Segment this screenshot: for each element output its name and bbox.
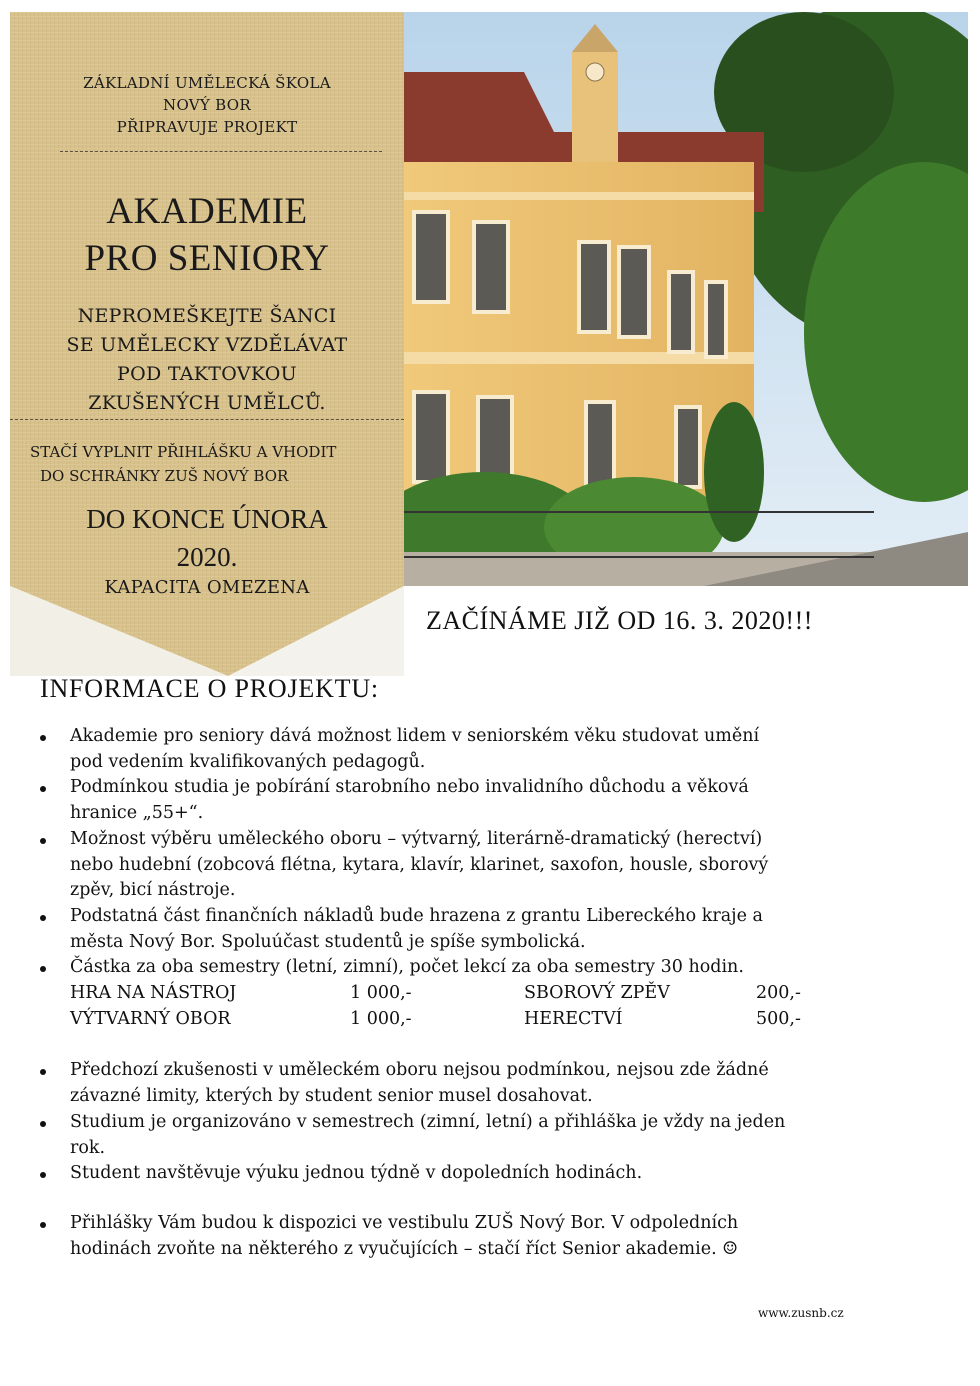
- school-heading: [10, 72, 404, 138]
- list-item: [38, 904, 858, 955]
- list-item-line: Předchozí zkušenosti v uměleckém oboru nejsou podmínkou, nejsou zde žádné: [70, 1060, 769, 1081]
- price-value: 500,-: [756, 1008, 801, 1029]
- divider-top: [60, 151, 382, 152]
- list-item-line: Podstatná část finančních nákladů bude hrazena z grantu Libereckého kraje a: [70, 905, 763, 926]
- bullet-icon: [40, 1222, 46, 1228]
- list-item-line: města Nový Bor. Spoluúčast studentů je spíše symbolická.: [70, 931, 586, 952]
- bullet-icon: [40, 786, 46, 792]
- list-item-line: Akademie pro seniory dává možnost lidem v seniorském věku studovat umění: [70, 726, 760, 746]
- list-item: [38, 1161, 858, 1187]
- capacity-note: KAPACITA OMEZENA: [104, 577, 310, 598]
- list-item-line: zpěv, bicí nástroje.: [70, 880, 236, 901]
- list-item: [38, 1110, 858, 1161]
- slogan-line-1: NEPROMEŠKEJTE ŠANCI: [77, 305, 337, 327]
- list-item-line: rok.: [70, 1137, 106, 1158]
- list-item: [38, 827, 858, 904]
- slogan-line-3: POD TAKTOVKOU: [117, 363, 297, 385]
- list-item-line: Možnost výběru uměleckého oboru – výtvarný, literárně-dramatický (herectví): [70, 828, 763, 849]
- list-item-line: Student navštěvuje výuku jednou týdně v dopoledních hodinách.: [70, 1163, 643, 1184]
- bullet-icon: [40, 915, 46, 921]
- start-date-announcement: ZAČÍNÁME JIŽ OD 16. 3. 2020!!!: [426, 606, 813, 635]
- bullet-icon: [40, 838, 46, 844]
- school-building-photo: [404, 12, 968, 586]
- bullet-icon: [40, 1069, 46, 1075]
- divider-middle: [10, 419, 404, 420]
- slogan-line-2: SE UMĚLECKY VZDĚLÁVAT: [66, 334, 348, 356]
- apply-line-1: STAČÍ VYPLNIT PŘIHLÁŠKU A VHODIT: [30, 443, 337, 461]
- list-item-line: hranice „55+“.: [70, 803, 204, 824]
- banner: [10, 12, 404, 680]
- deadline-line-1: DO KONCE ÚNORA: [86, 504, 328, 534]
- school-line-3: PŘIPRAVUJE PROJEKT: [116, 118, 298, 136]
- info-heading: INFORMACE O PROJEKTU:: [40, 674, 379, 703]
- list-item-line: Přihlášky Vám budou k dispozici ve vestibulu ZUŠ Nový Bor. V odpoledních: [70, 1212, 739, 1233]
- list-item: [38, 1058, 858, 1109]
- title-line-2: PRO SENIORY: [84, 238, 330, 279]
- project-title: [10, 188, 404, 282]
- bullet-icon: [40, 1121, 46, 1127]
- slogan-line-4: ZKUŠENÝCH UMĚLCŮ.: [88, 392, 326, 414]
- deadline: [10, 500, 404, 576]
- apply-line-2: DO SCHRÁNKY ZUŠ NOVÝ BOR: [40, 467, 289, 485]
- bullet-icon: [40, 735, 46, 741]
- list-item-line: nebo hudební (zobcová flétna, kytara, klavír, klarinet, saxofon, housle, sborový: [70, 854, 769, 875]
- list-item-line: Studium je organizováno v semestrech (zimní, letní) a přihláška je vždy na jeden: [70, 1111, 786, 1132]
- list-item-line: Částka za oba semestry (letní, zimní), počet lekcí za oba semestry 30 hodin.: [70, 957, 744, 978]
- list-item-line: Podmínkou studia je pobírání starobního nebo invalidního důchodu a věková: [70, 777, 749, 798]
- slogan: [10, 302, 404, 418]
- price-label: VÝTVARNÝ OBOR: [70, 1008, 231, 1029]
- price-label: HERECTVÍ: [524, 1008, 623, 1029]
- list-item-line: hodinách zvoňte na některého z vyučujících – stačí říct Senior akademie. ☺: [70, 1238, 738, 1259]
- deadline-line-2: 2020.: [176, 542, 238, 572]
- title-line-1: AKADEMIE: [106, 191, 308, 232]
- apply-instructions: [10, 440, 404, 488]
- website-url[interactable]: www.zusnb.cz: [758, 1306, 844, 1320]
- list-item: [38, 775, 858, 826]
- bullet-icon: [40, 966, 46, 972]
- school-line-1: ZÁKLADNÍ UMĚLECKÁ ŠKOLA: [83, 74, 331, 92]
- bullet-icon: [40, 1172, 46, 1178]
- price-label: HRA NA NÁSTROJ: [70, 983, 237, 1004]
- price-row: [70, 981, 858, 1007]
- list-item-line: závazné limity, kterých by student senior musel dosahovat.: [70, 1086, 593, 1107]
- price-value: 1 000,-: [350, 1008, 412, 1029]
- list-item: [38, 724, 858, 775]
- list-item-line: pod vedením kvalifikovaných pedagogů.: [70, 751, 426, 772]
- price-value: 200,-: [756, 983, 801, 1004]
- school-line-2: NOVÝ BOR: [163, 96, 251, 114]
- price-label: SBOROVÝ ZPĚV: [524, 983, 670, 1004]
- info-list: [38, 724, 858, 1262]
- list-item: [38, 1211, 858, 1262]
- price-value: 1 000,-: [350, 983, 412, 1004]
- price-row: [70, 1007, 858, 1033]
- list-item: [38, 955, 858, 1032]
